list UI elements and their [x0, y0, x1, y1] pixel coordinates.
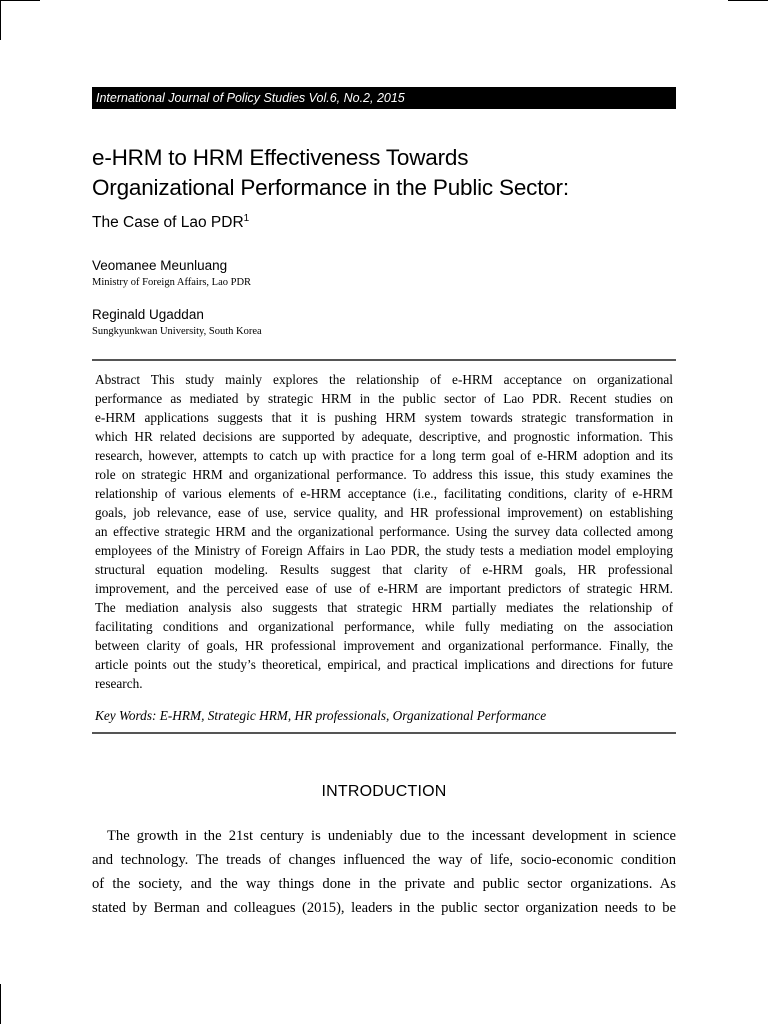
section-heading-introduction: INTRODUCTION [321, 783, 447, 800]
crop-mark-top-right-horizontal [728, 0, 768, 1]
footnote-marker: 1 [243, 213, 250, 224]
abstract-line: Abstract This study mainly explores the relationship of e-HRM acceptance on organizational [95, 372, 673, 387]
body-line: and technology. The treads of changes influenced the way of life, socio-economic condition [92, 852, 676, 868]
abstract-line: role on strategic HRM and organizational performance. To address this issue, this study examines the [95, 467, 673, 482]
abstract-line: facilitating conditions and organizational performance, while fully mediating on the association [95, 619, 673, 634]
abstract-line: goals, job relevance, ease of use, service quality, and HR professional improvement) on establishing [95, 505, 673, 520]
abstract-line: which HR related decisions are supported by adequate, descriptive, and prognostic information. This [95, 429, 673, 444]
keywords: Key Words: E-HRM, Strategic HRM, HR professionals, Organizational Performance [95, 708, 547, 723]
abstract-line: improvement, and the perceived ease of use of e-HRM are important predictors of strategic HRM. [95, 581, 673, 596]
author-name: Veomanee Meunluang [92, 258, 228, 273]
abstract-line: The mediation analysis also suggests that strategic HRM partially mediates the relationship of [95, 600, 673, 615]
author-affiliation: Ministry of Foreign Affairs, Lao PDR [92, 277, 252, 288]
body-line: of the society, and the way things done in the private and public sector organizations. As [92, 876, 676, 892]
author-name: Reginald Ugaddan [92, 307, 204, 322]
abstract-line: research. [95, 676, 143, 691]
crop-mark-bottom-left-vertical [0, 984, 1, 1024]
abstract-line: an effective strategic HRM and the organizational performance. Using the survey data collected among [95, 524, 673, 539]
abstract-line: research, however, attempts to catch up with practice for a long term goal of e-HRM adoption and its [95, 448, 673, 463]
abstract-bottom-rule [92, 732, 676, 734]
crop-mark-top-left-horizontal [0, 0, 40, 1]
paper-subtitle-text: The Case of Lao PDR [92, 214, 244, 231]
abstract-line: performance as mediated by strategic HRM in the public sector of Lao PDR. Recent studies on [95, 391, 673, 406]
abstract-line: structural equation modeling. Results suggest that clarity of e-HRM goals, HR professional [95, 562, 673, 577]
abstract-top-rule [92, 359, 676, 361]
paper-title [92, 143, 692, 203]
author-affiliation: Sungkyunkwan University, South Korea [92, 326, 262, 337]
abstract-line: employees of the Ministry of Foreign Affairs in Lao PDR, the study tests a mediation model employing [95, 543, 673, 558]
paper-title-line: Organizational Performance in the Public Sector: [92, 175, 569, 200]
abstract-line: e-HRM applications suggests that it is pushing HRM system towards strategic transformation in [95, 410, 673, 425]
abstract-line: article points out the study’s theoretical, empirical, and practical implications and directions for future [95, 657, 673, 672]
abstract-line: between clarity of goals, HR professional improvement and organizational performance. Finally, the [95, 638, 673, 653]
journal-header-bar [92, 87, 676, 109]
body-line: The growth in the 21st century is undeniably due to the incessant development in science [107, 828, 676, 844]
abstract-line: relationship of various elements of e-HRM acceptance (i.e., facilitating conditions, clarity of e-HRM [95, 486, 673, 501]
paper-title-line: e-HRM to HRM Effectiveness Towards [92, 145, 469, 170]
body-line: stated by Berman and colleagues (2015), leaders in the public sector organization needs to be [92, 900, 676, 916]
crop-mark-top-left-vertical [0, 0, 1, 40]
paper-subtitle [92, 208, 249, 234]
journal-header-text: International Journal of Policy Studies Vol.6, No.2, 2015 [96, 91, 405, 105]
